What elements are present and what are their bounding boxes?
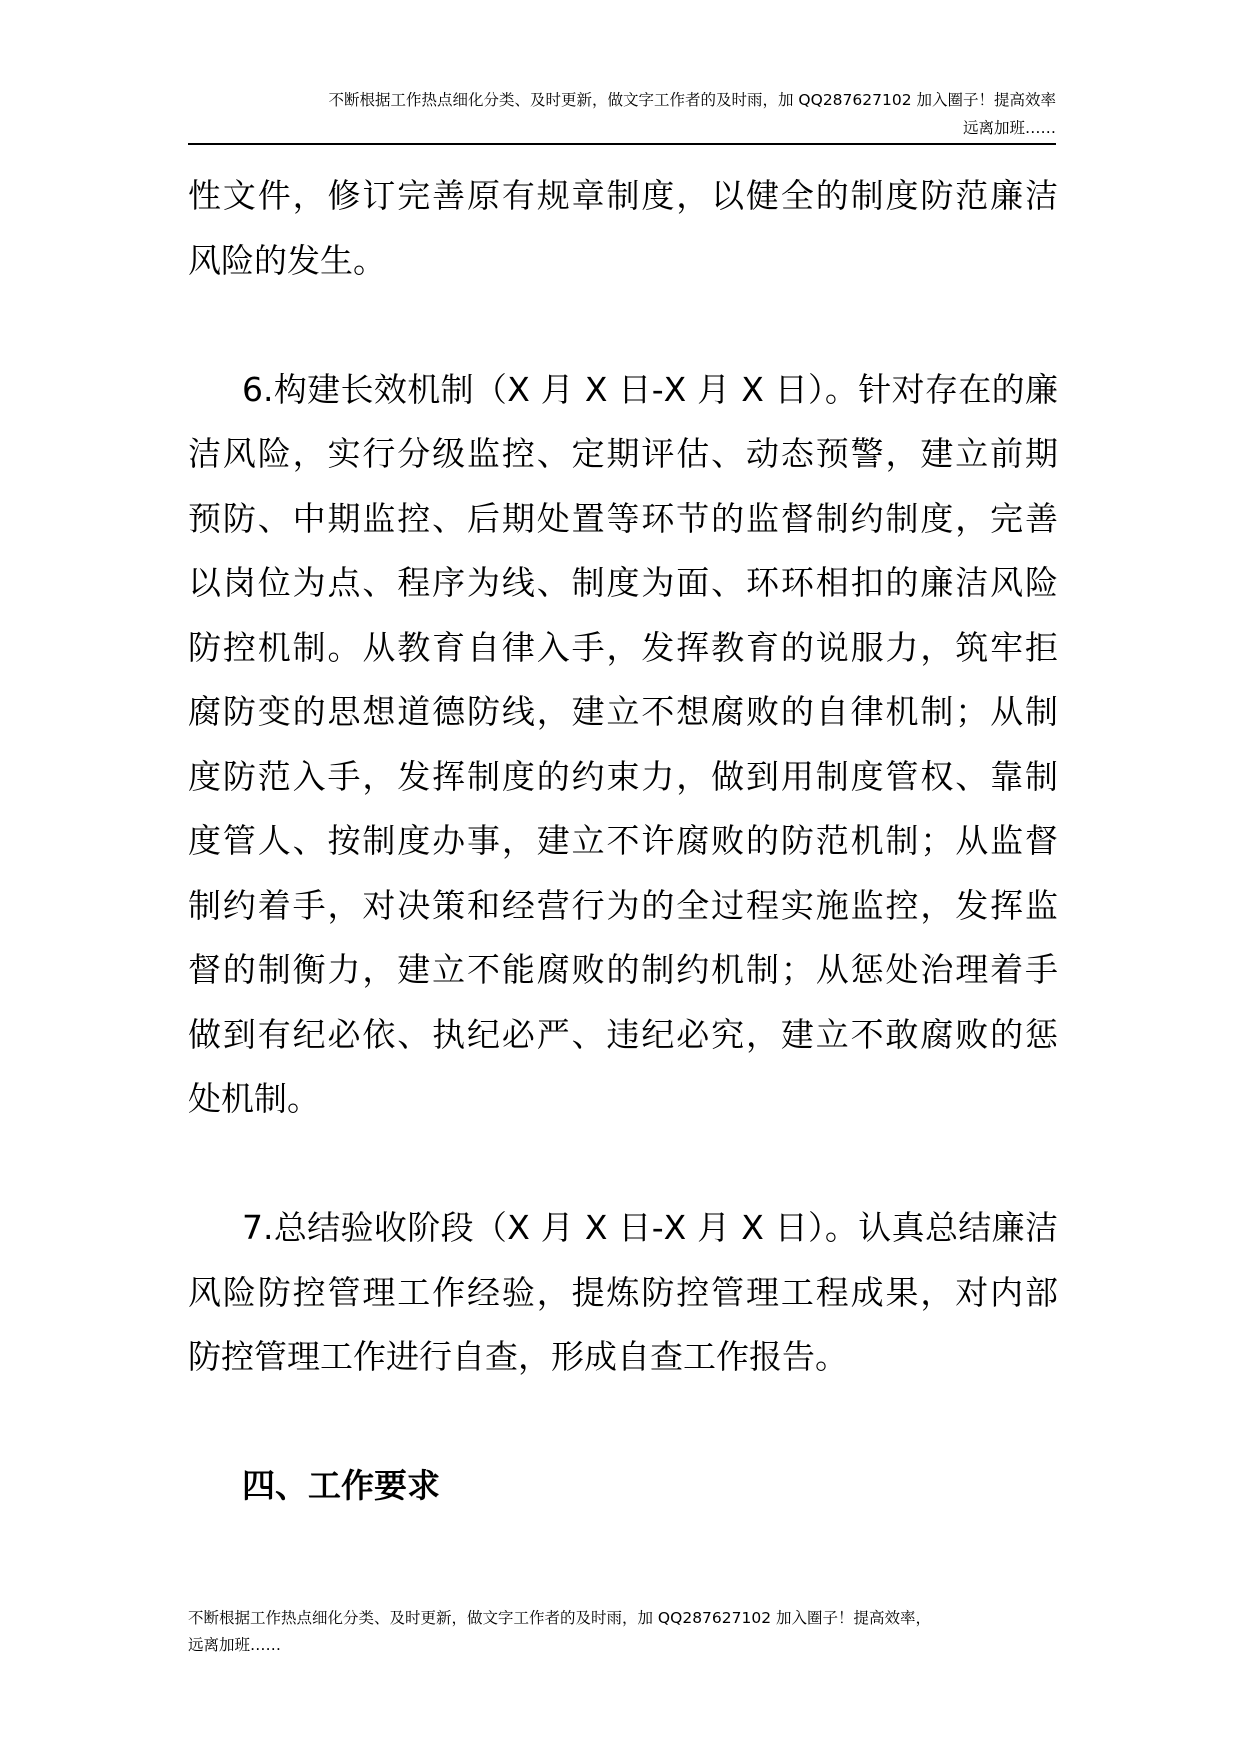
- text-line: 制约着手，对决策和经营行为的全过程实施监控，发挥监: [188, 885, 1058, 925]
- text-line: 风险防控管理工作经验，提炼防控管理工程成果，对内部: [188, 1272, 1058, 1312]
- paragraph-item-7: [188, 1196, 1058, 1390]
- text-line: 6.构建长效机制（X 月 X 日-X 月 X 日）。针对存在的廉: [242, 369, 1058, 409]
- page-footer: [188, 1605, 1068, 1659]
- footer-line-1: 不断根据工作热点细化分类、及时更新，做文字工作者的及时雨，加 QQ287627102 加入圈子！提高效率，: [188, 1609, 932, 1627]
- text-line: 腐防变的思想道德防线，建立不想腐败的自律机制；从制: [188, 692, 1058, 731]
- text-line: 性文件，修订完善原有规章制度，以健全的制度防范廉洁: [188, 176, 1058, 215]
- text-line: 度防范入手，发挥制度的约束力，做到用制度管权、靠制: [188, 756, 1058, 796]
- header-line-2: 远离加班……: [962, 119, 1056, 137]
- header-divider: [188, 143, 1056, 145]
- header-line-1: 不断根据工作热点细化分类、及时更新，做文字工作者的及时雨，加 QQ287627102 加入圈子！提高效率: [328, 91, 1056, 109]
- text-line: 7.总结验收阶段（X 月 X 日-X 月 X 日）。认真总结廉洁: [242, 1208, 1058, 1247]
- text-line: 风险的发生。: [188, 240, 386, 280]
- page-header: [188, 86, 1056, 142]
- document-body: [188, 164, 1058, 1519]
- paragraph-item-6: [188, 358, 1058, 1132]
- paragraph-continuation: [188, 164, 1058, 293]
- section-heading: 四、工作要求: [242, 1466, 440, 1505]
- text-line: 处机制。: [188, 1079, 320, 1118]
- text-line: 以岗位为点、程序为线、制度为面、环环相扣的廉洁风险: [188, 563, 1058, 602]
- text-line: 洁风险，实行分级监控、定期评估、动态预警，建立前期: [188, 434, 1058, 473]
- text-line: 防控管理工作进行自查，形成自查工作报告。: [188, 1337, 848, 1376]
- footer-line-2: 远离加班……: [188, 1636, 282, 1654]
- text-line: 做到有纪必依、执纪必严、违纪必究，建立不敢腐败的惩: [188, 1014, 1058, 1054]
- text-line: 预防、中期监控、后期处置等环节的监督制约制度，完善: [188, 498, 1058, 538]
- text-line: 防控机制。从教育自律入手，发挥教育的说服力，筑牢拒: [188, 627, 1058, 667]
- text-line: 度管人、按制度办事，建立不许腐败的防范机制；从监督: [188, 821, 1058, 860]
- text-line: 督的制衡力，建立不能腐败的制约机制；从惩处治理着手: [188, 950, 1058, 989]
